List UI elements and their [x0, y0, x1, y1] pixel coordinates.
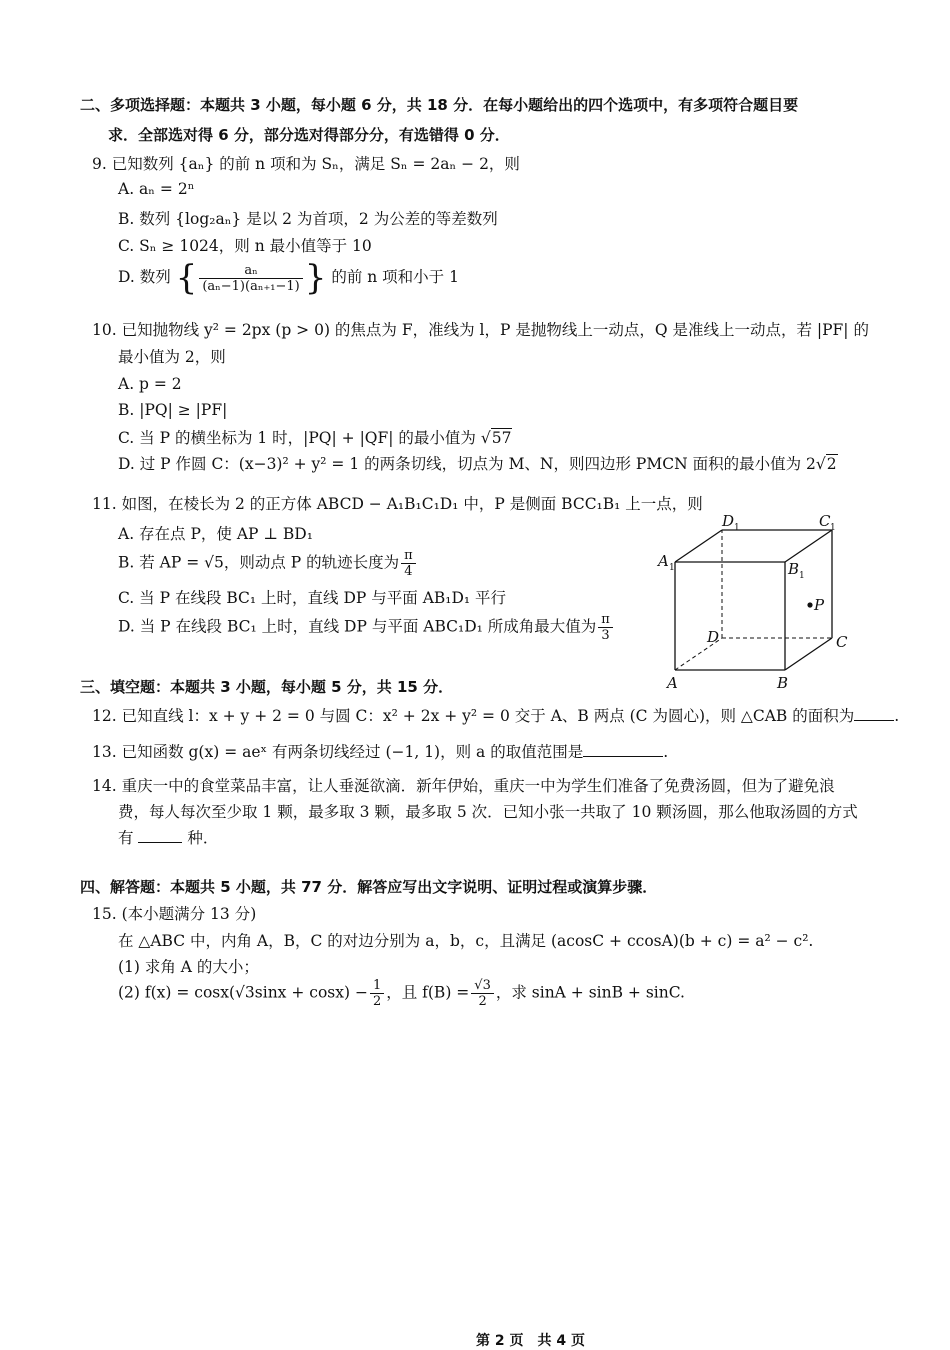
q12-answer-blank	[854, 720, 894, 721]
label-p: P	[814, 596, 825, 614]
label-b: B	[777, 674, 789, 692]
q11-stem: 11. 如图，在棱长为 2 的正方体 ABCD − A₁B₁C₁D₁ 中，P 是侧面 BCC₁B₁ 上一点，则	[92, 495, 703, 513]
q10-stem-line2: 最小值为 2，则	[118, 348, 226, 366]
left-brace: {	[175, 258, 198, 298]
section-3-title: 三、填空题：本题共 3 小题，每小题 5 分，共 15 分．	[80, 678, 454, 696]
q12-end: .	[894, 707, 900, 725]
q14-suffix: 种．	[187, 829, 219, 847]
q15-body: 在 △ABC 中，内角 A，B，C 的对边分别为 a，b，c，且满足 (acosC + ccosA)(b + c) = a² − c².	[118, 932, 814, 950]
label-d1-sub: 1	[734, 523, 740, 533]
q10-d-text: D. 过 P 作圆 C：(x−3)² + y² = 1 的两条切线，切点为 M、N，则四边形 PMCN 面积的最小值为 2√	[118, 455, 826, 473]
q11-d-numerator: π	[598, 612, 613, 628]
q11-b-fraction	[401, 548, 416, 579]
right-brace: }	[304, 258, 327, 298]
edge-b1c1	[785, 530, 832, 562]
q11-b-numerator: π	[401, 548, 416, 564]
q9-d-prefix: D. 数列	[118, 268, 171, 286]
q13-text: 13. 已知函数 g(x) = aeˣ 有两条切线经过 (−1, 1)，则 a 的取值范围是	[92, 743, 584, 761]
q9-d-denominator: (aₙ−1)(aₙ₊₁−1)	[202, 278, 300, 294]
q14-line1: 14. 重庆一中的食堂菜品丰富，让人垂涎欲滴．新年伊始，重庆一中为学生们准备了免费汤圆，但为了避免浪	[92, 777, 835, 795]
label-c1-sub: 1	[830, 523, 836, 533]
label-a1: A	[658, 552, 669, 570]
q10-option-c	[118, 426, 512, 448]
q11-option-d	[118, 612, 615, 643]
q10-option-b: B. |PQ| ≥ |PF|	[118, 401, 228, 419]
edge-bc	[785, 638, 832, 670]
q15-frac-half	[370, 978, 384, 1009]
q15-frac1-den: 2	[372, 994, 382, 1009]
q11-option-a: A. 存在点 P，使 AP ⊥ BD₁	[118, 525, 313, 543]
section-2-title-line2: 求．全部选对得 6 分，部分选对得部分分，有选错得 0 分．	[108, 126, 510, 144]
q12	[92, 704, 899, 726]
label-a1-sub: 1	[669, 563, 675, 573]
q15-head: 15. (本小题满分 13 分)	[92, 905, 257, 923]
q15-p2-b: ，且 f(B) =	[386, 983, 470, 1002]
q15-p2-c: ，求 sinA + sinB + sinC.	[495, 983, 685, 1002]
q9-d-numerator: aₙ	[199, 263, 302, 279]
q11-option-b	[118, 548, 418, 579]
q13-end: .	[663, 743, 669, 761]
q12-text: 12. 已知直线 l：x + y + 2 = 0 与圆 C：x² + 2x + y² = 0 交于 A、B 两点 (C 为圆心)，则 △CAB 的面积为	[92, 707, 855, 725]
q11-d-text: D. 当 P 在线段 BC₁ 上时，直线 DP 与平面 ABC₁D₁ 所成角最大值为	[118, 617, 597, 636]
q15-frac-sqrt3-half	[471, 978, 494, 1009]
q9-option-b: B. 数列 {log₂aₙ} 是以 2 为首项，2 为公差的等差数列	[118, 210, 498, 228]
q14-line2: 费，每人每次至少取 1 颗，最多取 3 颗，最多取 5 次．已知小张一共取了 10 颗汤圆，那么他取汤圆的方式	[118, 803, 858, 821]
label-c: C	[836, 633, 848, 651]
q9-d-fraction	[199, 263, 302, 294]
q14-prefix: 有	[118, 829, 134, 847]
q11-d-fraction	[598, 612, 613, 643]
q10-c-radicand: 57	[491, 429, 512, 447]
q14-line3	[118, 826, 218, 848]
cube-figure	[655, 510, 855, 695]
label-b1-sub: 1	[799, 571, 805, 581]
label-a: A	[667, 674, 678, 692]
page-footer: 第 2 页 共 4 页	[476, 1333, 585, 1349]
q15-part1: (1) 求角 A 的大小；	[118, 958, 259, 976]
q15-frac2-num: √3	[471, 978, 494, 994]
q10-d-radicand: 2	[826, 455, 837, 473]
q9-option-d	[118, 258, 459, 298]
q15-p2-a: (2) f(x) = cosx(√3sinx + cosx) −	[118, 983, 368, 1002]
q15-frac1-num: 1	[370, 978, 384, 994]
q10-c-text: C. 当 P 的横坐标为 1 时，|PQ| + |QF| 的最小值为 √	[118, 429, 491, 447]
q15-part2	[118, 978, 685, 1009]
q10-option-d	[118, 452, 838, 474]
point-p-dot	[807, 602, 812, 607]
label-b1: B	[788, 560, 800, 578]
q10-stem-line1: 10. 已知抛物线 y² = 2px (p > 0) 的焦点为 F，准线为 l，P 是抛物线上一动点，Q 是准线上一动点，若 |PF| 的	[92, 321, 869, 339]
q10-option-a: A. p = 2	[118, 375, 182, 393]
label-d1: D	[722, 512, 735, 530]
q15-frac2-den: 2	[478, 994, 487, 1009]
q9-stem: 9. 已知数列 {aₙ} 的前 n 项和为 Sₙ，满足 Sₙ = 2aₙ − 2，则	[92, 155, 520, 173]
q11-b-text: B. 若 AP = √5，则动点 P 的轨迹长度为	[118, 553, 400, 572]
q9-d-suffix: 的前 n 项和小于 1	[331, 268, 459, 286]
q11-d-denominator: 3	[601, 628, 610, 643]
edge-a1d1	[675, 530, 722, 562]
q14-answer-blank	[138, 842, 182, 843]
section-4-title: 四、解答题：本题共 5 小题，共 77 分．解答应写出文字说明、证明过程或演算步骤．	[80, 878, 658, 896]
section-2-title-line1: 二、多项选择题：本题共 3 小题，每小题 6 分，共 18 分．在每小题给出的四个选项中，有多项符合题目要	[80, 96, 799, 114]
q13-answer-blank	[583, 756, 663, 757]
q9-option-c: C. Sₙ ≥ 1024，则 n 最小值等于 10	[118, 237, 372, 255]
q9-option-a: A. aₙ = 2ⁿ	[118, 180, 195, 198]
q11-option-c: C. 当 P 在线段 BC₁ 上时，直线 DP 与平面 AB₁D₁ 平行	[118, 589, 507, 607]
q11-b-denominator: 4	[404, 564, 413, 579]
label-d: D	[707, 628, 720, 646]
q13	[92, 740, 668, 762]
label-c1: C	[819, 512, 831, 530]
